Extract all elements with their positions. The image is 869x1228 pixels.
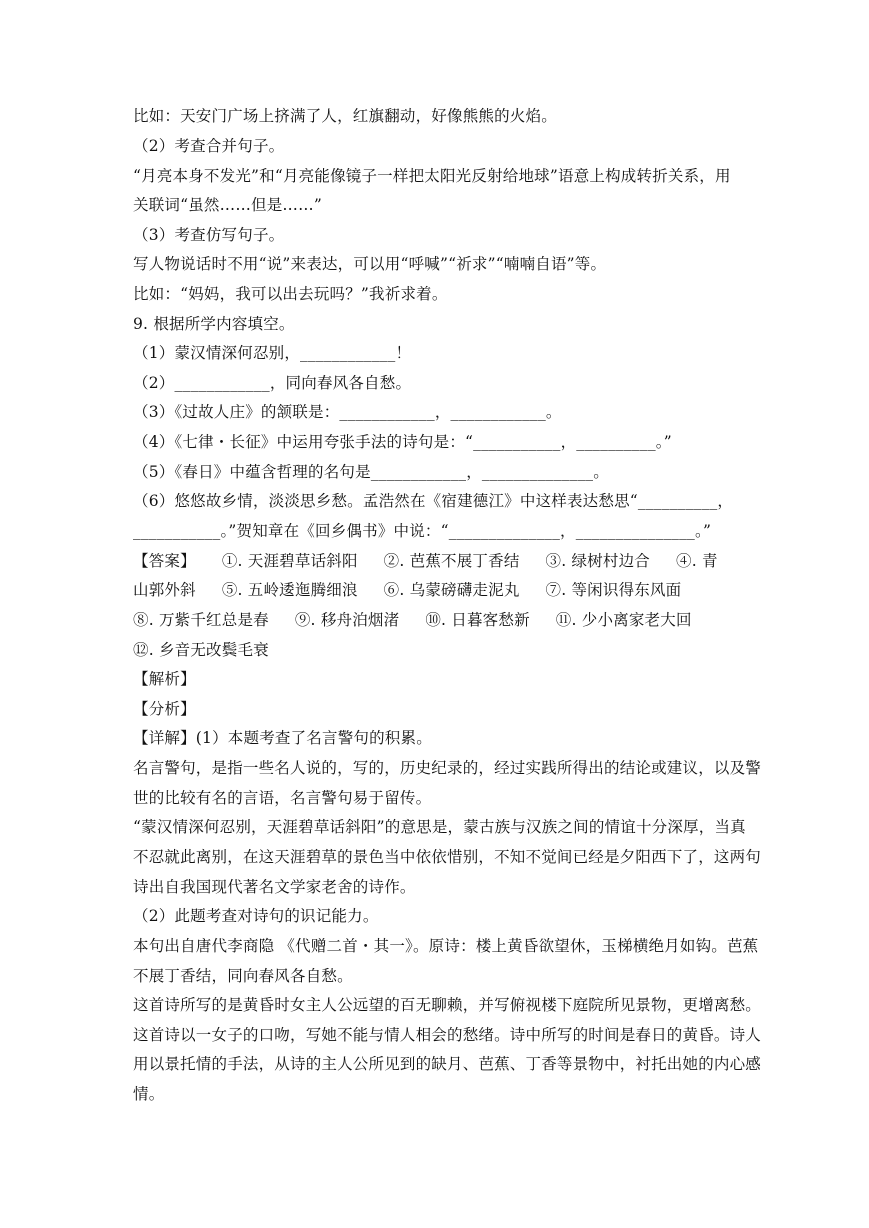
text-line: 比如：“妈妈，我可以出去玩吗？”我祈求着。 [133, 285, 448, 303]
answer-row [133, 551, 743, 571]
text-line: “月亮本身不发光”和“月亮能像镜子一样把太阳光反射给地球”语意上构成转折关系，用 [133, 167, 731, 185]
text-line: 诗出自我国现代著名文学家老舍的诗作。 [133, 878, 416, 896]
text-line: 世的比较有名的言语，名言警句易于留传。 [133, 789, 432, 807]
text-line: 本句出自唐代李商隐 《代赠二首・其一》。原诗：楼上黄昏欲望休，玉梯横绝月如钩。芭蕉 [133, 937, 759, 955]
answer-label: 【答案】 [133, 552, 196, 570]
answer-item: ⑪. 少小离家老大回 [555, 611, 692, 629]
fill-blank-item: （1）蒙汉情深何忍别，____________！ [133, 344, 412, 362]
text-line: （2）考查合并句子。 [133, 137, 285, 155]
fill-blank-item: ___________。”贺知章在《回乡偶书》中说：“______________，_______________。” [133, 522, 712, 540]
answer-item: ②. 芭蕉不展丁香结 [383, 552, 520, 570]
text-line: 这首诗以一女子的口吻，写她不能与情人相会的愁绪。诗中所写的时间是春日的黄昏。诗人 [133, 1026, 762, 1044]
question-title: 9. 根据所学内容填空。 [133, 315, 295, 333]
answer-item: ⑧. 万紫千红总是春 [133, 611, 269, 629]
text-line: 关联词“虽然……但是……” [133, 196, 322, 214]
text-line: 情。 [133, 1085, 165, 1103]
answer-item: ④. 青 [676, 552, 718, 570]
answer-item: ⑦. 等闲识得东风面 [545, 581, 682, 599]
answer-item: ⑤. 五岭逶迤腾细浪 [221, 581, 358, 599]
answer-item: ⑩. 日暮客愁新 [425, 611, 530, 629]
fill-blank-item: （2）____________，同向春风各自愁。 [133, 374, 412, 392]
text-line: 不展丁香结，同向春风各自愁。 [133, 967, 353, 985]
answer-row [133, 610, 743, 630]
fill-blank-item: （5）《春日》中蕴含哲理的名句是____________，______________。 [133, 463, 609, 481]
text-line: （2）此题考查对诗句的识记能力。 [133, 907, 379, 925]
answer-item: ①. 天涯碧草话斜阳 [221, 552, 358, 570]
text-line: “蒙汉情深何忍别，天涯碧草话斜阳”的意思是，蒙古族与汉族之间的情谊十分深厚，当真 [133, 818, 746, 836]
text-line: 这首诗所写的是黄昏时女主人公远望的百无聊赖，并写俯视楼下庭院所见景物，更增离愁。 [133, 996, 762, 1014]
fill-blank-item: （6）悠悠故乡情，淡淡思乡愁。孟浩然在《宿建德江》中这样表达愁思“__________， [133, 492, 734, 510]
fill-blank-item: （3）《过故人庄》的颔联是：____________，____________。 [133, 403, 562, 421]
answer-item: ③. 绿树村边合 [545, 552, 650, 570]
text-line: 【详解】(1）本题考查了名言警句的积累。 [133, 729, 432, 747]
text-line: 用以景托情的手法，从诗的主人公所见到的缺月、芭蕉、丁香等景物中，衬托出她的内心感 [133, 1055, 762, 1073]
answer-item: ⑫. 乡音无改鬓毛衰 [133, 641, 269, 659]
section-heading-fenxi: 【分析】 [133, 700, 196, 718]
answer-row [133, 580, 743, 600]
section-heading-analysis: 【解析】 [133, 670, 196, 688]
text-line: （3）考查仿写句子。 [133, 226, 285, 244]
answer-item: ⑨. 移舟泊烟渚 [294, 611, 400, 629]
text-line: 不忍就此离别，在这天涯碧草的景色当中依依惜别，不知不觉间已经是夕阳西下了，这两句 [133, 848, 762, 866]
text-line: 比如：天安门广场上挤满了人，红旗翻动，好像熊熊的火焰。 [133, 107, 557, 125]
text-line: 名言警句，是指一些名人说的，写的，历史纪录的，经过实践所得出的结论或建议，以及警 [133, 759, 762, 777]
answer-item: 山郭外斜 [133, 581, 196, 599]
answer-item: ⑥. 乌蒙磅礴走泥丸 [383, 581, 520, 599]
fill-blank-item: （4）《七律・长征》中运用夸张手法的诗句是：“___________，__________。” [133, 433, 672, 451]
text-line: 写人物说话时不用“说”来表达，可以用“呼喊”“祈求”“喃喃自语”等。 [133, 255, 607, 273]
